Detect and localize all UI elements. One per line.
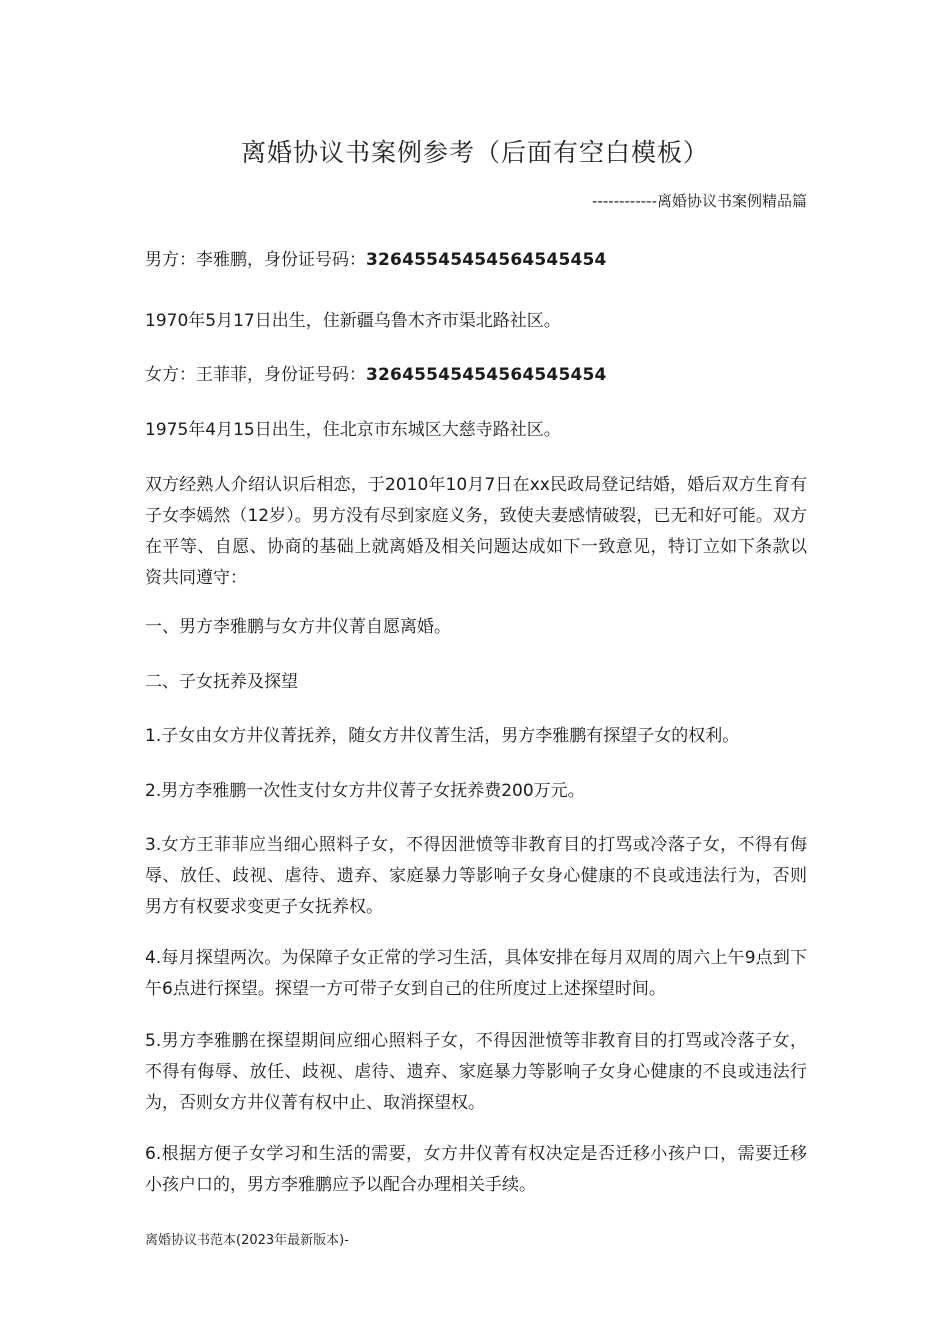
clause-2-item-5: 5.男方李雅鹏在探望期间应细心照料子女，不得因泄愤等非教育目的打骂或冷落子女，不得有侮辱、放任、歧视、虐待、遗弃、家庭暴力等影响子女身心健康的不良或违法行为，否则女方井仪菁有权中止、取消探望权。 (145, 1031, 807, 1113)
clause-2-item-6: 6.根据方便子女学习和生活的需要，女方井仪菁有权决定是否迁移小孩户口，需要迁移小孩户口的，男方李雅鹏应予以配合办理相关手续。 (145, 1144, 807, 1195)
clause-2-heading: 二、子女抚养及探望 (145, 672, 298, 692)
document-subtitle: ------------离婚协议书案例精品篇 (592, 192, 807, 210)
man-label: 男方：李雅鹏，身份证号码： (145, 250, 366, 270)
clause-1: 一、男方李雅鹏与女方井仪菁自愿离婚。 (145, 617, 451, 637)
clause-2-item-2: 2.男方李雅鹏一次性支付女方井仪菁子女抚养费200万元。 (145, 781, 585, 801)
man-id-number: 32645545454564545454 (366, 250, 607, 270)
woman-label: 女方：王菲菲，身份证号码： (145, 365, 366, 385)
woman-info-line (145, 360, 807, 391)
woman-id-number: 32645545454564545454 (366, 365, 607, 385)
page-footer: 离婚协议书范本(2023年最新版本)- (145, 1233, 349, 1248)
document-title: 离婚协议书案例参考（后面有空白模板） (240, 138, 709, 167)
clause-2-item-4: 4.每月探望两次。为保障子女正常的学习生活，具体安排在每月双周的周六上午9点到下午6点进行探望。探望一方可带子女到自己的住所度过上述探望时间。 (145, 948, 807, 999)
woman-birth-line: 1975年4月15日出生，住北京市东城区大慈寺路社区。 (145, 420, 561, 440)
man-birth-line: 1970年5月17日出生，住新疆乌鲁木齐市渠北路社区。 (145, 311, 561, 331)
clause-2-item-3: 3.女方王菲菲应当细心照料子女，不得因泄愤等非教育目的打骂或冷落子女，不得有侮辱、放任、歧视、虐待、遗弃、家庭暴力等影响子女身心健康的不良或违法行为，否则男方有权要求变更子女抚养权。 (145, 835, 807, 917)
man-info-line (145, 245, 807, 276)
intro-paragraph: 双方经熟人介绍认识后相恋，于2010年10月7日在xx民政局登记结婚，婚后双方生育有子女李嫣然（12岁）。男方没有尽到家庭义务，致使夫妻感情破裂，已无和好可能。双方在平等、自愿、协商的基础上就离婚及相关问题达成如下一致意见，特订立如下条款以资共同遵守： (145, 475, 807, 588)
clause-2-item-1: 1.子女由女方井仪菁抚养，随女方井仪菁生活，男方李雅鹏有探望子女的权利。 (145, 726, 740, 746)
